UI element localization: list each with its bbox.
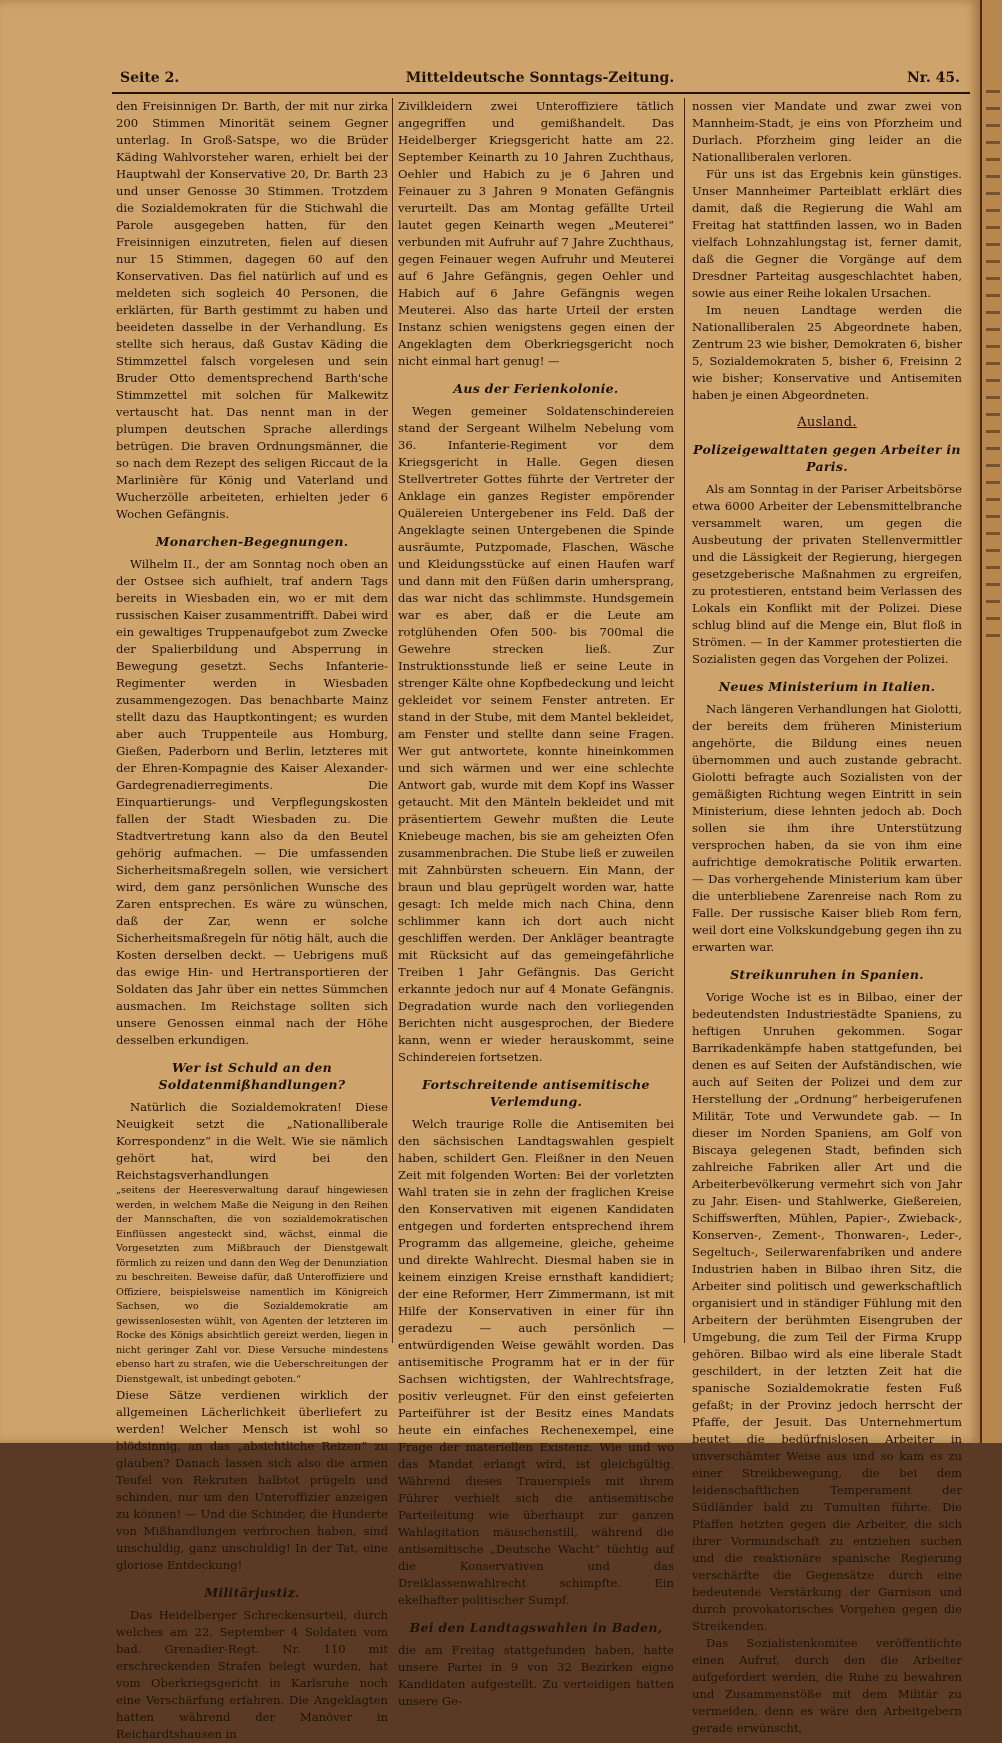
section-heading: Ausland. [797, 415, 857, 430]
adjacent-page-text [986, 90, 1000, 650]
article-heading: Wer ist Schuld an den Soldatenmißhandlungen? [158, 1060, 346, 1092]
column-3 [692, 98, 962, 1735]
article-paragraph: Vorige Woche ist es in Bilbao, einer der bedeutendsten Industriestädte Spaniens, zu heftigen Unruhen gekommen. Sogar Barrikadenkämpfe haben stattgefunden, bei denen es auf Seiten der Aufständischen, wie auch auf Seiten der Polizei und dem zur Herstellung der „Ordnung“ herbeigerufenen Militär, Tote und Verwundete gab. — In dieser im Norden Spaniens, am Golf von Biscaya gelegenen Stadt, befinden sich zahlreiche Fabriken aller Art und die Arbeiterbevölkerung vermehrt sich von Jahr zu Jahr. Eisen- und Stahlwerke, Gießereien, Schiffswerften, Mühlen, Papier-, Zwieback-, Konserven-, Zement-, Thonwaren-, Leder-, Segeltuch-, Seilerwarenfabriken und andere Industrien haben in Bilbao ihren Sitz, die Arbeiter sind politisch und gewerkschaftlich organisiert und in ständiger Fühlung mit den Arbeitern der berühmten Eisengruben der Umgebung, die zum Teil der Firma Krupp gehören. Bilbao wird als eine liberale Stadt geschildert, in der letzten Zeit hat die spanische Sozialdemokratie festen Fuß gefaßt; in der Provinz jedoch herrscht der Pfaffe, der Jesuit. Das Unternehmertum beutet die bedürfnislosen Arbeiter in unverschämter Weise aus und so kam es zu einer Streikbewegung, die bei dem leidenschaftlichen Temperament der Südländer bald zu Tumulten führte. Die Pfaffen hetzten gegen die Arbeiter, die sich ihrer Vormundschaft zu entziehen suchen und die reaktionäre spanische Regierung verschärfte die Gegensätze durch eine bedeutende Verstärkung der Garnison und durch provokatorisches Vorgehen gegen die Streikenden. [692, 990, 962, 1633]
article-paragraph: Nach längeren Verhandlungen hat Giolotti, der bereits dem früheren Ministerium angehörte, die Bildung eines neuen übernommen und auch zustande gebracht. Giolotti befragte auch Sozialisten von der gemäßigten Richtung wegen Eintritt in sein Ministerium, diese lehnten jedoch ab. Doch sollen sie ihm ihre Unterstützung versprochen haben, da sie von ihm eine aufrichtige demokratische Politik erwarten. — Das vorhergehende Ministerium kam über die unterbliebene Zarenreise nach Rom zu Falle. Der russische Kaiser blieb Rom fern, weil dort eine Volkskundgebung gegen ihn zu erwarten war. [692, 702, 962, 954]
header-rule [112, 92, 970, 94]
article-paragraph: die am Freitag stattgefunden haben, hatte unsere Partei in 9 von 32 Bezirken eigne Kandidaten aufgestellt. Zu verteidigen hatten unsere Ge- [398, 1643, 674, 1708]
article-heading: Bei den Landtagswahlen in Baden, [409, 1620, 663, 1635]
article-heading: Fortschreitende antisemitische Verlemdung. [422, 1077, 650, 1109]
article-heading: Streikunruhen in Spanien. [730, 967, 924, 982]
article-paragraph: Diese Sätze verdienen wirklich der allgemeinen Lächerlichkeit überliefert zu werden! Welcher Mensch ist wohl so blödsinnig, an das „absichtliche Reizen“ zu glauben? Danach lassen sich also die armen Teufel von Rekruten halbtot prügeln und schinden, nur um den Unteroffizier anzeigen zu können! — Und die Schinder, die Hunderte von Mißhandlungen verbrochen haben, sind unschuldig, ganz unschuldig! In der Tat, eine gloriose Entdeckung! [116, 1388, 388, 1572]
article-paragraph: Wegen gemeiner Soldatenschindereien stand der Sergeant Wilhelm Nebelung vom 36. Infanterie-Regiment vor dem Kriegsgericht in Halle. Gegen diesen Stellvertreter Gottes führte der Vertreter der Anklage ein ganzes Register empörender Quälereien Untergebener ins Feld. Daß der Angeklagte seinen Untergebenen die Spinde ausräumte, Putzpomade, Flaschen, Wäsche und Kleidungsstücke auf einen Haufen warf und dann mit den Füßen darin umhersprang, das war nicht das schlimmste. Hundsgemein war es aber, daß er die Leute am rotglühenden Ofen 500- bis 700mal die Gewehre strecken ließ. Zur Instruktionsstunde ließ er seine Leute in strenger Kälte ohne Kopfbedeckung und leicht gekleidet vor seinem Fenster antreten. Er stand in der Stube, mit dem Mantel bekleidet, am Fenster und stellte dann seine Fragen. Wer gut antwortete, konnte hineinkommen und sich wärmen und wer eine schlechte Antwort gab, wurde mit dem Kopf ins Wasser getaucht. Mit den Mänteln bekleidet und mit präsentiertem Gewehr mußten die Leute Kniebeuge machen, bis sie am geheizten Ofen zusammenbrachen. Die Stube ließ er zuweilen mit Zahnbürsten scheuern. Ein Mann, der braun und blau geprügelt worden war, hatte gesagt: Ich melde mich nach China, denn schlimmer kann ich dort auch nicht geschliffen werden. Der Ankläger beantragte mit Rücksicht auf das gemeingefährliche Treiben 1 Jahr Gefängnis. Das Gericht erkannte jedoch nur auf 4 Monate Gefängnis. Degradation wurde nach den vorliegenden Berichten nicht ausgesprochen, der Biedere kann, wenn er wieder herauskommt, seine Schindereien fortsetzen. [398, 404, 674, 1064]
article-paragraph: den Freisinnigen Dr. Barth, der mit nur zirka 200 Stimmen Minorität seinem Gegner unterlag. In Groß-Satspe, wo die Brüder Käding Wahlvorsteher waren, erhielt bei der Hauptwahl der Konservative 20, Dr. Barth 23 und unser Genosse 30 Stimmen. Trotzdem die Sozialdemokraten für die Stichwahl die Parole ausgegeben hatten, für den Freisinnigen einzutreten, fielen auf diesen nur 15 Stimmen, dagegen 60 auf den Konservativen. Das fiel natürlich auf und es meldeten sich sogleich 40 Personen, die erklärten, für Barth gestimmt zu haben und beeideten dasselbe in der Verhandlung. Es stellte sich heraus, daß Gustav Käding die Stimmzettel falsch vorgelesen und sein Bruder Otto dementsprechend Barth'sche Stimmzettel mit solchen für Malkewitz vertauscht hat. Das nennt man in der plumpen deutschen Sprache allerdings betrügen. Die braven Ordnungsmänner, die so nach dem Rezept des seligen Riccaut de la Marlinière für König und Vaterland und Wucherzölle arbeiteten, erhielten jeder 6 Wochen Gefängnis. [116, 99, 388, 521]
column-1 [116, 98, 388, 1741]
newspaper-title: Mitteldeutsche Sonntags-Zeitung. [405, 70, 675, 86]
quoted-passage: „seitens der Heeresverwaltung darauf hingewiesen werden, in welchem Maße die Neigung in den Reihen der Mannschaften, die von sozialdemokratischen Einflüssen angesteckt sind, wächst, einmal die Vorgesetzten zum Mißbrauch der Dienstgewalt förmlich zu reizen und dann den Weg der Denunziation zu beschreiten. Beweise dafür, daß Unteroffiziere und Offiziere, beispielsweise namentlich im Königreich Sachsen, wo die Sozialdemokratie am gewissenlosesten wühlt, von Agenten der letzteren im Rocke des Königs absichtlich gereizt werden, liegen in nicht geringer Zahl vor. Diese Versuche mindestens ebenso hart zu strafen, wie die Ueberschreitungen der Dienstgewalt, ist unbedingt geboten.“ [116, 1185, 388, 1385]
article-paragraph: Wilhelm II., der am Sonntag noch oben an der Ostsee sich aufhielt, traf andern Tags bereits in Wiesbaden ein, wo er mit dem russischen Kaiser zusammentrifft. Dabei wird ein gewaltiges Truppenaufgebot zum Zwecke der Spalierbildung und Absperrung in Bewegung gesetzt. Sechs Infanterie-Regimenter werden in Wiesbaden zusammengezogen. Das benachbarte Mainz stellt dazu das Hauptkontingent; es wurden aber auch Truppenteile aus Homburg, Gießen, Paderborn und Berlin, letzteres mit der Ehren-Kompagnie des Kaiser Alexander-Gardegrenadierregiments. Die Einquartierungs- und Verpflegungskosten fallen der Stadt Wiesbaden zu. Die Stadtvertretung kann also da den Beutel gehörig aufmachen. — Die umfassenden Sicherheitsmaßregeln sollen, wie versichert wird, dem ganz persönlichen Wunsche des Zaren entsprechen. Es wäre zu wünschen, daß der Zar, wenn er solche Sicherheitsmaßregeln für nötig hält, auch die Kosten derselben deckt. — Uebrigens muß das ewige Hin- und Hertransportieren der Soldaten das Jahr über ein nettes Sümmchen ausmachen. Im Reichstage sollten sich unsere Genossen einmal nach der Höhe desselben erkundigen. [116, 557, 388, 1047]
adjacent-page-edge [980, 0, 1002, 1443]
article-heading: Polizeigewalttaten gegen Arbeiter in Paris. [693, 442, 961, 474]
article-heading: Militärjustiz. [204, 1585, 300, 1600]
article-paragraph: Das Sozialistenkomitee veröffentlichte einen Aufruf, durch den die Arbeiter aufgefordert werden, die Ruhe zu bewahren und Zusammenstöße mit dem Militär zu vermeiden, denn es wäre den Arbeitgebern gerade erwünscht, [692, 1636, 962, 1735]
article-paragraph: Für uns ist das Ergebnis kein günstiges. Unser Mannheimer Parteiblatt erklärt dies damit, daß die Regierung die Wahl am Freitag hat stattfinden lassen, wo in Baden vielfach Lohnzahlungstag ist, ferner damit, daß die Gegner die Vorgänge auf dem Dresdner Parteitag ausgeschlachtet haben, sowie aus einer Reihe lokalen Ursachen. [692, 167, 962, 300]
article-paragraph: Das Heidelberger Schreckensurteil, durch welches am 22. September 4 Soldaten vom bad. Grenadier-Regt. Nr. 110 mit erschreckenden Strafen belegt wurden, hat vom Oberkriegsgericht in Karlsruhe noch eine Verschärfung erfahren. Die Angeklagten hatten während der Manöver in Reichardtshausen in [116, 1608, 388, 1741]
article-paragraph: Zivilkleidern zwei Unteroffiziere tätlich angegriffen und gemißhandelt. Das Heidelberger Kriegsgericht hatte am 22. September Keinarth zu 10 Jahren Zuchthaus, Oehler und Habich zu je 6 Jahren und Feinauer zu 3 Jahren 9 Monaten Gefängnis verurteilt. Das am Montag gefällte Urteil lautet gegen Keinarth wegen „Meuterei“ verbunden mit Aufruhr auf 7 Jahre Zuchthaus, gegen Feinauer wegen Aufruhr und Meuterei auf 6 Jahre Gefängnis, gegen Oehler und Habich auf 6 Jahre Gefängnis wegen Meuterei. Also das harte Urteil der ersten Instanz schien wenigstens gegen einen der Angeklagten dem Oberkriegsgericht noch nicht einmal hart genug! — [398, 99, 674, 368]
article-paragraph: Im neuen Landtage werden die Nationalliberalen 25 Abgeordnete haben, Zentrum 23 wie bisher, Demokraten 6, bisher 5, Sozialdemokraten 5, bisher 6, Freisinn 2 wie bisher; Konservative und Antisemiten haben je einen Abgeordneten. [692, 303, 962, 402]
article-paragraph: Als am Sonntag in der Pariser Arbeitsbörse etwa 6000 Arbeiter der Lebensmittelbranche versammelt waren, um gegen die Ausbeutung der privaten Stellenvermittler und die Lässigkeit der Regierung, hiergegen gesetzgeberische Maßnahmen zu ergreifen, zu protestieren, entstand beim Verlassen des Lokals ein Konflikt mit der Polizei. Diese schlug blind auf die Menge ein, Blut floß in Strömen. — In der Kammer protestierten die Sozialisten gegen das Vorgehen der Polizei. [692, 482, 962, 666]
column-2 [398, 98, 674, 1708]
page-header [110, 68, 970, 90]
issue-number: Nr. 45. [907, 70, 960, 86]
column-divider [684, 98, 685, 1343]
article-heading: Neues Ministerium in Italien. [718, 679, 936, 694]
page-number: Seite 2. [120, 70, 180, 86]
article-paragraph: Natürlich die Sozialdemokraten! Diese Neuigkeit setzt die „Nationalliberale Korrespondenz“ in die Welt. Wie sie nämlich gehört hat, wird bei den Reichstagsverhandlungen [116, 1100, 388, 1182]
article-heading: Monarchen-Begegnungen. [155, 534, 349, 549]
article-paragraph: Welch traurige Rolle die Antisemiten bei den sächsischen Landtagswahlen gespielt haben, schildert Gen. Fleißner in den Neuen Zeit mit folgenden Worten: Bei der vorletzten Wahl traten sie in zehn der fraglichen Kreise den Konservativen mit eigenen Kandidaten entgegen und forderten entsprechend ihrem Programm das allgemeine, gleiche, geheime und direkte Wahlrecht. Diesmal haben sie in keinem einzigen Kreise ernsthaft kandidiert; der eine Reformer, Herr Zimmermann, ist mit Hilfe der Konservativen in einer für ihn geradezu — auch persönlich — entwürdigenden Weise gewählt worden. Das antisemitische Programm hat er in der für Sachsen wichtigsten, der Wahlrechtsfrage, positiv verleugnet. Für den einst gefeierten Parteiführer ist der Besitz eines Mandats heute ein einfaches Rechenexempel, eine Frage der materiellen Existenz. Wie und wo das Mandat erlangt wird, ist gleichgültig. Während dieses Trauerspiels mit ihrem Führer verhielt sich die antisemitische Parteileitung wie überhaupt zur ganzen Wahlagitation mäuschenstill, während die antisemitische „Deutsche Wacht“ tüchtig auf die Konservativen und das Dreiklassenwahlrecht schimpfte. Ein ekelhafter politischer Sumpf. [398, 1117, 674, 1607]
article-paragraph: nossen vier Mandate und zwar zwei von Mannheim-Stadt, je eins von Pforzheim und Durlach. Pforzheim ging leider an die Nationalliberalen verloren. [692, 99, 962, 164]
column-divider [392, 98, 393, 1343]
article-heading: Aus der Ferienkolonie. [453, 381, 619, 396]
